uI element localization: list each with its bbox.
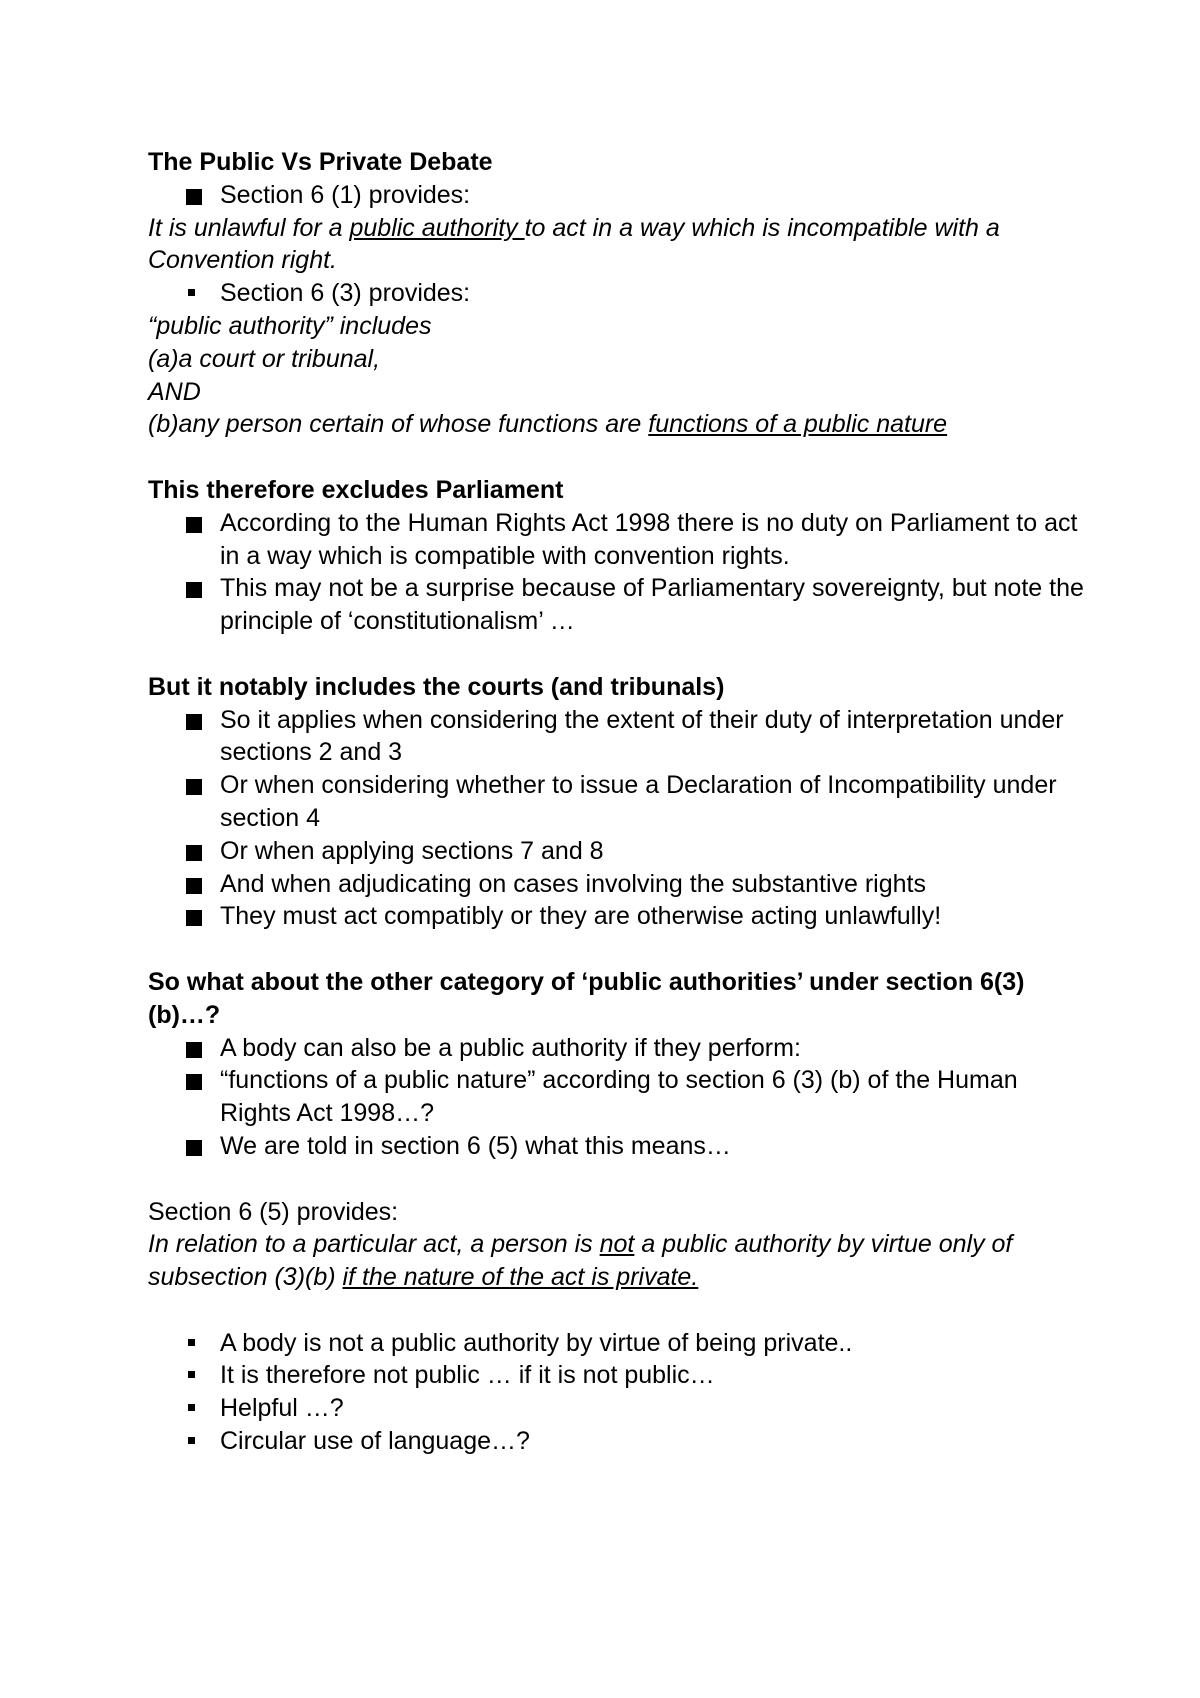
list-item-text: “functions of a public nature” according to section 6 (3) (b) of the Human Rights Act 1998…?: [220, 1066, 1018, 1128]
quote-underlined-text: public authority: [349, 213, 525, 242]
document-body: [148, 146, 1088, 1458]
quote-text: to act in a way which is incompatible with a Convention right.: [148, 213, 1000, 275]
list-item: [148, 1359, 1088, 1392]
definition-line: [148, 408, 1088, 441]
list-item: [148, 704, 1088, 770]
small-square-bullet-icon: [188, 1404, 195, 1411]
square-bullet-icon: [186, 845, 202, 861]
quote-text: a public authority by virtue only of subsection (3)(b): [148, 1230, 1013, 1292]
list-item-text: According to the Human Rights Act 1998 there is no duty on Parliament to act in a way which is compatible with convention rights.: [220, 508, 1078, 570]
list-item-text: We are told in section 6 (5) what this means…: [220, 1131, 731, 1160]
spacer: [148, 1163, 1088, 1196]
quote-underlined-text: not: [599, 1230, 635, 1259]
list-item-text: Section 6 (1) provides:: [220, 180, 471, 209]
small-square-bullet-icon: [188, 289, 195, 296]
small-square-bullet-icon: [188, 1339, 195, 1346]
square-bullet-icon: [186, 878, 202, 894]
square-bullet-icon: [186, 779, 202, 795]
list-item-text: A body is not a public authority by virtue of being private..: [220, 1328, 853, 1357]
list-item: [148, 1130, 1088, 1163]
list-item-text: And when adjudicating on cases involving the substantive rights: [220, 869, 926, 898]
list-item: [148, 769, 1088, 835]
definition-underlined-text: functions of a public nature: [648, 410, 948, 439]
spacer: [148, 933, 1088, 966]
paragraph: Section 6 (5) provides:: [148, 1197, 399, 1226]
definition-text: (b)any person certain of whose functions are: [148, 410, 649, 439]
square-bullet-icon: [186, 910, 202, 926]
list-item: [148, 572, 1088, 638]
definition-line: AND: [148, 377, 201, 406]
square-bullet-icon: [186, 1140, 202, 1156]
list-item: [148, 835, 1088, 868]
section-heading: So what about the other category of ‘public authorities’ under section 6(3)(b)…?: [148, 967, 1025, 1029]
list-item: [148, 900, 1088, 933]
list-item: [148, 277, 1088, 310]
small-square-bullet-icon: [188, 1437, 195, 1444]
spacer: [148, 638, 1088, 671]
list-item-text: Section 6 (3) provides:: [220, 279, 471, 308]
section-heading: The Public Vs Private Debate: [148, 148, 493, 176]
list-item: [148, 507, 1088, 573]
square-bullet-icon: [186, 1042, 202, 1058]
list-item: [148, 179, 1088, 212]
list-item-text: Helpful …?: [220, 1394, 344, 1423]
list-item-text: A body can also be a public authority if they perform:: [220, 1033, 801, 1062]
list-item-text: Or when considering whether to issue a Declaration of Incompatibility under section 4: [220, 771, 1057, 832]
small-square-bullet-icon: [188, 1371, 195, 1378]
quote-text: In relation to a particular act, a person is: [148, 1230, 600, 1259]
square-bullet-icon: [186, 582, 202, 598]
quote-text: It is unlawful for a: [148, 213, 350, 242]
square-bullet-icon: [186, 189, 202, 205]
definition-line: (a)a court or tribunal,: [148, 344, 381, 373]
spacer: [148, 441, 1088, 474]
square-bullet-icon: [186, 517, 202, 533]
list-item: [148, 1327, 1088, 1360]
square-bullet-icon: [186, 714, 202, 730]
list-item-text: So it applies when considering the extent of their duty of interpretation under sections 2 and 3: [220, 705, 1064, 767]
list-item-text: Circular use of language…?: [220, 1427, 530, 1456]
square-bullet-icon: [186, 1074, 202, 1090]
list-item: [148, 1392, 1088, 1425]
quote-underlined-text: if the nature of the act is private.: [342, 1263, 699, 1292]
list-item: [148, 1425, 1088, 1458]
spacer: [148, 1294, 1088, 1327]
section-heading: But it notably includes the courts (and tribunals): [148, 672, 725, 701]
list-item-text: They must act compatibly or they are otherwise acting unlawfully!: [220, 902, 942, 931]
quote-paragraph: [148, 212, 1088, 278]
quote-paragraph: [148, 1228, 1088, 1294]
list-item-text: It is therefore not public … if it is not public…: [220, 1361, 715, 1390]
list-item-text: This may not be a surprise because of Parliamentary sovereignty, but note the principle of ‘constitutionalism’ …: [220, 574, 1084, 636]
list-item-text: Or when applying sections 7 and 8: [220, 836, 604, 865]
list-item: [148, 868, 1088, 901]
list-item: [148, 1064, 1088, 1130]
list-item: [148, 1032, 1088, 1065]
section-heading: This therefore excludes Parliament: [148, 475, 564, 504]
definition-line: “public authority” includes: [148, 311, 432, 340]
